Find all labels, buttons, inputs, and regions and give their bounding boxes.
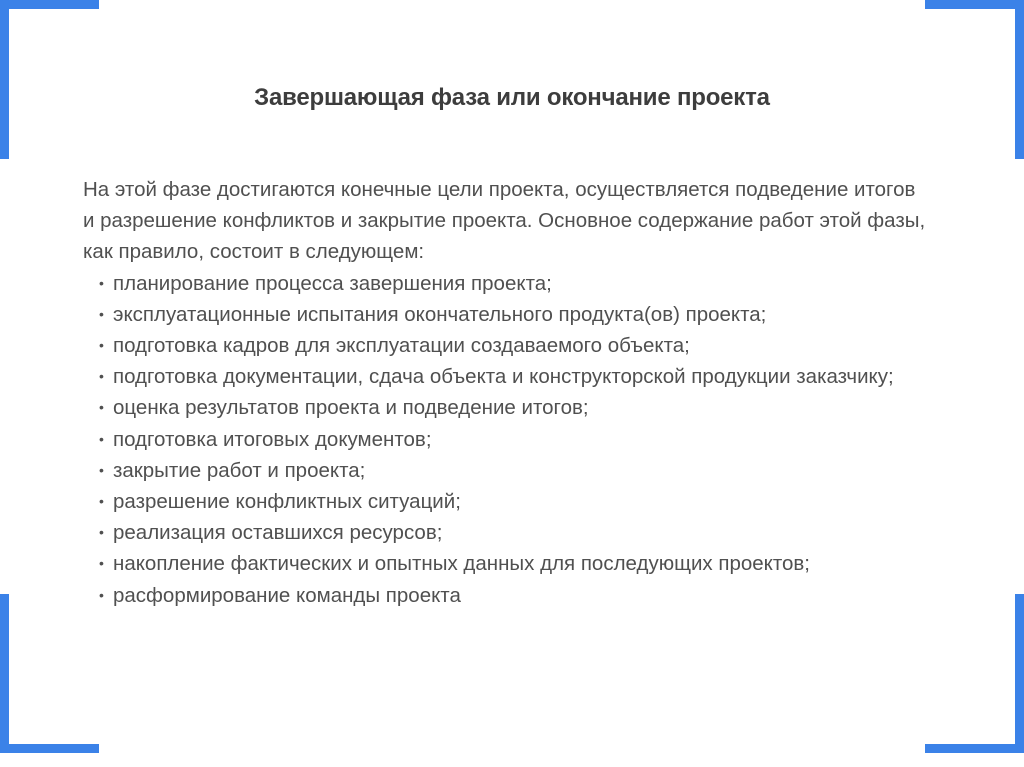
list-item: • накопление фактических и опытных данных для последующих проектов; — [99, 548, 953, 579]
bullet-list — [83, 268, 953, 611]
bullet-icon: • — [99, 461, 104, 478]
bullet-icon: • — [99, 524, 104, 541]
list-item: • оценка результатов проекта и подведение итогов; — [99, 392, 953, 423]
corner-bracket-bottom-left — [0, 594, 99, 753]
intro-line: как правило, состоит в следующем: — [83, 240, 425, 264]
intro-line: На этой фазе достигаются конечные цели проекта, осуществляется подведение итогов — [83, 178, 916, 201]
intro-line: и разрешение конфликтов и закрытие проекта. Основное содержание работ этой фазы, — [83, 209, 926, 233]
bullet-icon: • — [99, 586, 104, 603]
list-item: • подготовка документации, сдача объекта и конструкторской продукции заказчику; — [99, 361, 953, 392]
corner-bracket-top-right — [925, 0, 1024, 159]
list-item: • планирование процесса завершения проекта; — [99, 268, 953, 299]
list-item: • расформирование команды проекта — [99, 580, 953, 611]
list-item: • подготовка кадров для эксплуатации создаваемого объекта; — [99, 330, 953, 361]
slide-body — [83, 174, 953, 611]
bullet-icon: • — [99, 555, 104, 572]
bullet-icon: • — [99, 399, 104, 416]
list-item: • реализация оставшихся ресурсов; — [99, 517, 953, 548]
list-item: • эксплуатационные испытания окончательного продукта(ов) проекта; — [99, 299, 953, 330]
bullet-icon: • — [99, 337, 104, 354]
intro-paragraph — [83, 174, 953, 268]
list-item: • закрытие работ и проекта; — [99, 455, 953, 486]
bullet-icon: • — [99, 430, 104, 447]
slide-title: Завершающая фаза или окончание проекта — [254, 84, 770, 111]
bullet-icon: • — [99, 305, 104, 322]
list-item: • подготовка итоговых документов; — [99, 424, 953, 455]
bullet-icon: • — [99, 493, 104, 510]
list-item: • разрешение конфликтных ситуаций; — [99, 486, 953, 517]
corner-bracket-top-left — [0, 0, 99, 159]
corner-bracket-bottom-right — [925, 594, 1024, 753]
bullet-icon: • — [99, 274, 104, 291]
bullet-icon: • — [99, 368, 104, 385]
